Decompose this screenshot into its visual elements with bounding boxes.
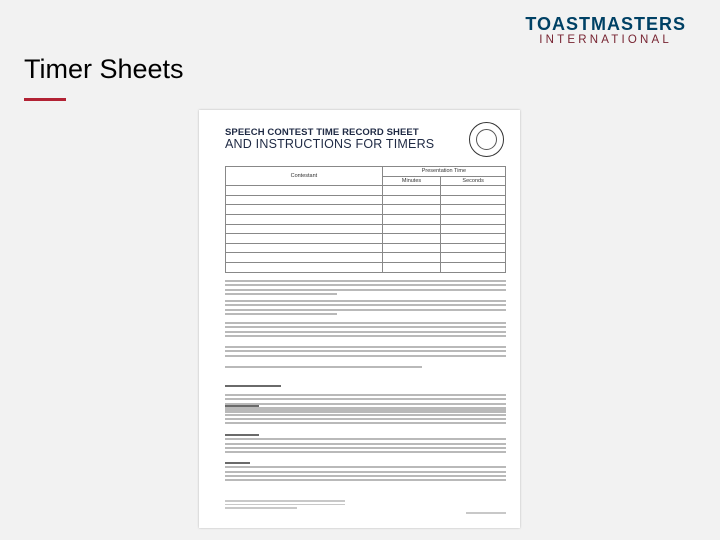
minutes-column-header: Minutes — [382, 176, 440, 186]
contestant-column-header: Contestant — [226, 167, 383, 186]
table-cell — [441, 205, 506, 215]
sheet-footer-code — [466, 512, 506, 514]
table-cell — [441, 214, 506, 224]
sheet-subheading: AND INSTRUCTIONS FOR TIMERS — [225, 137, 435, 151]
table-cell — [441, 253, 506, 263]
table-cell — [226, 262, 383, 272]
logo-wordmark: TOASTMASTERS — [525, 14, 686, 34]
sheet-footer — [225, 500, 345, 511]
instructions-text — [225, 346, 506, 359]
table-cell — [226, 214, 383, 224]
table-cell — [226, 243, 383, 253]
instructions-text — [225, 322, 506, 339]
table-cell — [226, 253, 383, 263]
table-cell — [382, 253, 440, 263]
table-row — [226, 253, 506, 263]
instructions-text — [225, 405, 506, 426]
instructions-text — [225, 366, 506, 370]
table-cell — [226, 224, 383, 234]
table-cell — [441, 262, 506, 272]
table-cell — [441, 243, 506, 253]
table-row — [226, 195, 506, 205]
table-row — [226, 186, 506, 196]
slide-title: Timer Sheets — [24, 54, 184, 84]
table-cell — [382, 234, 440, 244]
toastmasters-seal-icon — [469, 122, 504, 157]
table-cell — [382, 195, 440, 205]
table-row — [226, 262, 506, 272]
table-cell — [382, 224, 440, 234]
table-row — [226, 205, 506, 215]
table-row — [226, 224, 506, 234]
table-cell — [382, 205, 440, 215]
table-cell — [441, 195, 506, 205]
table-cell — [441, 234, 506, 244]
timer-sheet-document-image — [199, 110, 520, 528]
time-record-table — [225, 166, 506, 273]
table-cell — [226, 234, 383, 244]
instructions-text — [225, 300, 506, 317]
title-underline — [24, 98, 66, 101]
sheet-heading: SPEECH CONTEST TIME RECORD SHEET — [225, 127, 419, 138]
table-cell — [382, 243, 440, 253]
table-cell — [441, 186, 506, 196]
table-cell — [226, 186, 383, 196]
logo-subtitle: INTERNATIONAL — [539, 34, 673, 46]
table-cell — [382, 214, 440, 224]
instructions-text — [225, 434, 506, 455]
presentation-time-header: Presentation Time — [382, 167, 505, 177]
table-row — [226, 214, 506, 224]
table-cell — [441, 224, 506, 234]
table-cell — [382, 262, 440, 272]
table-cell — [382, 186, 440, 196]
table-cell — [226, 195, 383, 205]
seconds-column-header: Seconds — [441, 176, 506, 186]
toastmasters-logo — [525, 14, 686, 46]
instructions-text — [225, 462, 506, 483]
instructions-text — [225, 280, 506, 297]
table-row — [226, 243, 506, 253]
table-row — [226, 234, 506, 244]
table-cell — [226, 205, 383, 215]
